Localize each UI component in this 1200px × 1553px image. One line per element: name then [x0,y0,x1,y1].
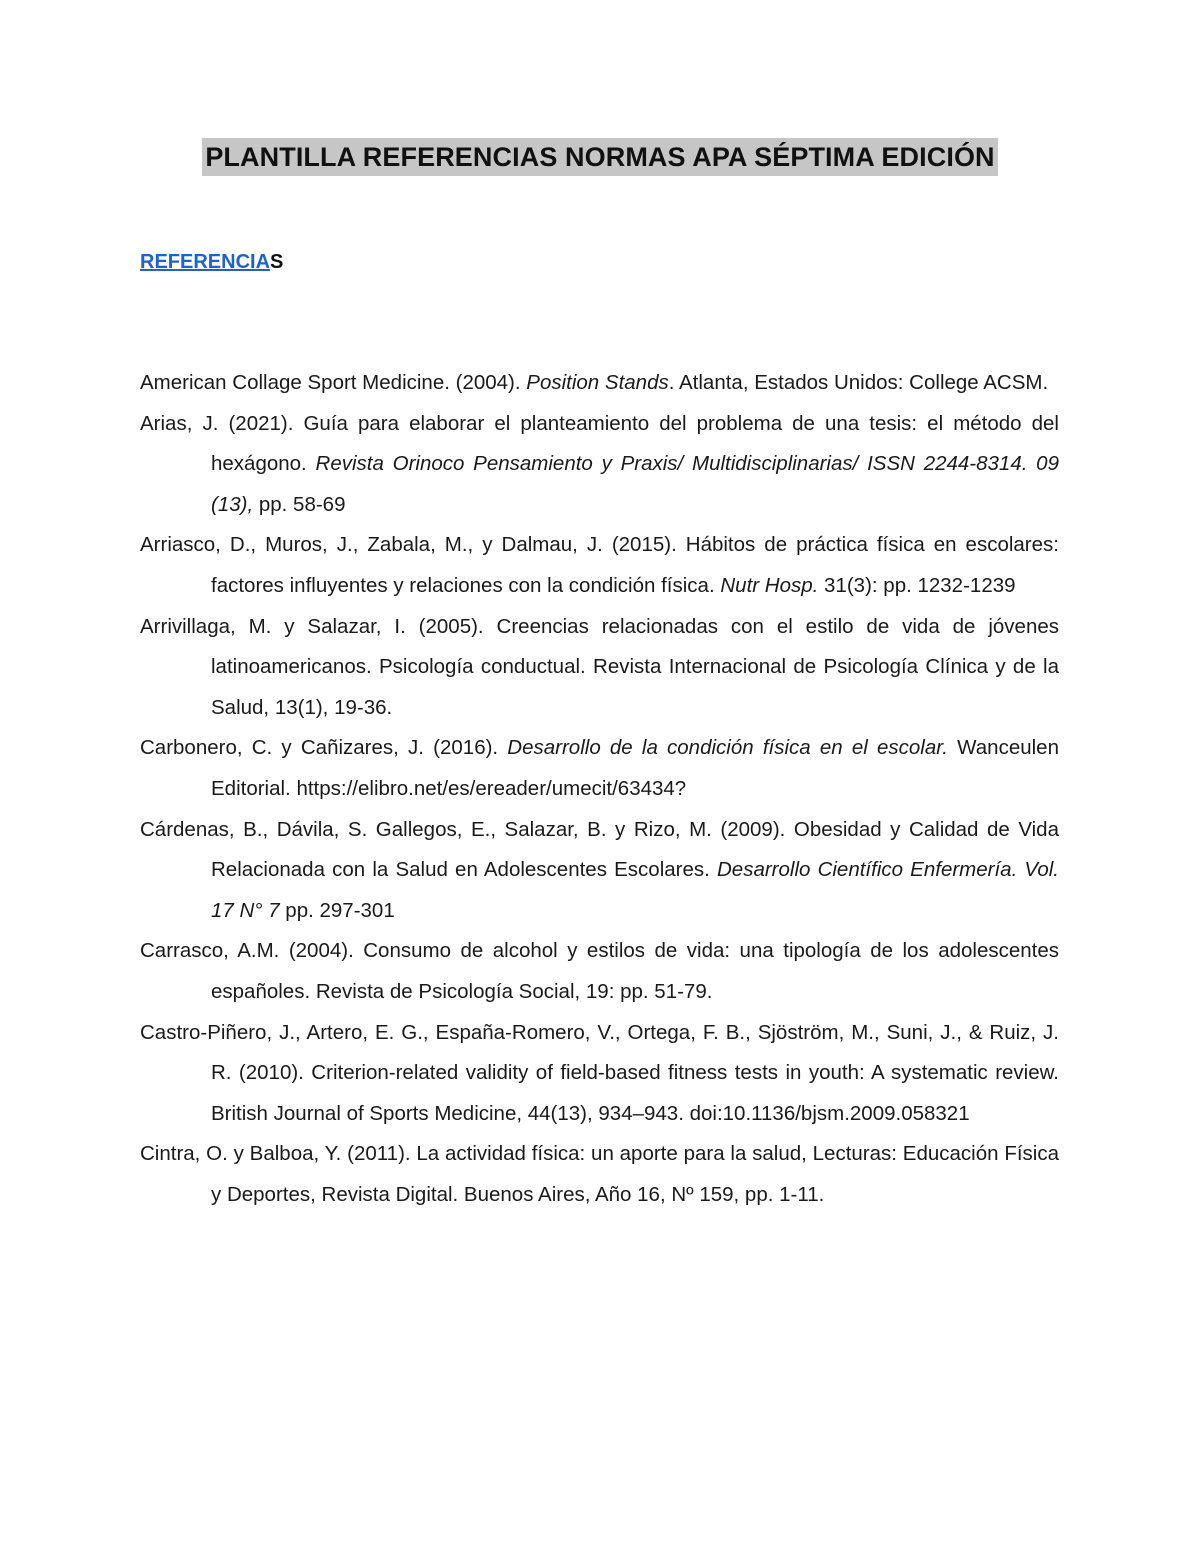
reference-italic: Revista Orinoco Pensamiento y Praxis/ Multidisciplinarias/ ISSN 2244-8314. 09 (13), [211,452,1059,516]
section-heading [140,248,283,276]
reference-entry-5 [140,728,1059,809]
reference-entry-6 [140,810,1059,932]
reference-italic: Position Stands [526,371,669,394]
reference-entry-7 [140,931,1059,1012]
references-heading-link[interactable]: REFERENCIA [140,251,271,273]
reference-entry-2 [140,404,1059,526]
reference-italic: Nutr Hosp. [720,573,819,597]
reference-text: Carrasco, A.M. (2004). Consumo de alcohol y estilos de vida: una tipología de los adolescentes españoles. Revista de Psicología Social, 19: pp. 51-79. [140,939,1059,1003]
reference-text: Cárdenas, B., Dávila, S. Gallegos, E., Salazar, B. y Rizo, M. (2009). Obesidad y Calidad de Vida Relacionada con la Salud en Adolescentes Escolares. [140,817,1059,882]
references-heading-tail: S [270,251,284,273]
reference-text: American Collage Sport Medicine. (2004). [140,371,527,394]
reference-text: Cintra, O. y Balboa, Y. (2011). La actividad física: un aporte para la salud, Lecturas: Educación Física y Deportes, Revista Digital. Buenos Aires, Año 16, Nº 159, pp. 1-11. [140,1142,1059,1206]
reference-text: pp. 58-69 [253,492,346,516]
reference-list [140,363,1059,1215]
reference-text: . Atlanta, Estados Unidos: College ACSM. [668,371,1049,394]
page-title: PLANTILLA REFERENCIAS NORMAS APA SÉPTIMA EDICIÓN [202,138,997,176]
reference-text: pp. 297-301 [279,898,395,922]
reference-text: Castro-Piñero, J., Artero, E. G., España-Romero, V., Ortega, F. B., Sjöström, M., Suni, J., & Ruiz, J. R. (2010). Criterion-related validity of field-based fitness tests in youth: A systematic review. British Journal of Sports Medicine, 44(13), 934–943. doi:10.1136/bjsm.2009.058321 [140,1020,1059,1125]
reference-text: Arriasco, D., Muros, J., Zabala, M., y Dalmau, J. (2015). Hábitos de práctica física en escolares: factores influyentes y relaciones con la condición física. [140,533,1059,597]
reference-entry-1 [140,363,1059,404]
reference-text: Wanceulen Editorial. https://elibro.net/es/ereader/umecit/63434? [211,736,1059,800]
reference-entry-3 [140,525,1059,606]
reference-text: Arrivillaga, M. y Salazar, I. (2005). Creencias relacionadas con el estilo de vida de jóvenes latinoamericanos. Psicología conductual. Revista Internacional de Psicología Clínica y de la Salud, 13(1), 19-36. [140,614,1059,719]
reference-text: 31(3): pp. 1232-1239 [818,573,1016,597]
reference-entry-9 [140,1134,1059,1215]
reference-italic: Desarrollo Científico Enfermería. Vol. 17 N° 7 [211,858,1059,922]
title-wrap [0,138,1200,176]
reference-italic: Desarrollo de la condición física en el escolar. [507,736,948,760]
reference-entry-4 [140,607,1059,729]
reference-text: Carbonero, C. y Cañizares, J. (2016). [140,736,508,760]
reference-entry-8 [140,1013,1059,1135]
reference-text: Arias, J. (2021). Guía para elaborar el planteamiento del problema de una tesis: el método del hexágono. [140,411,1059,476]
